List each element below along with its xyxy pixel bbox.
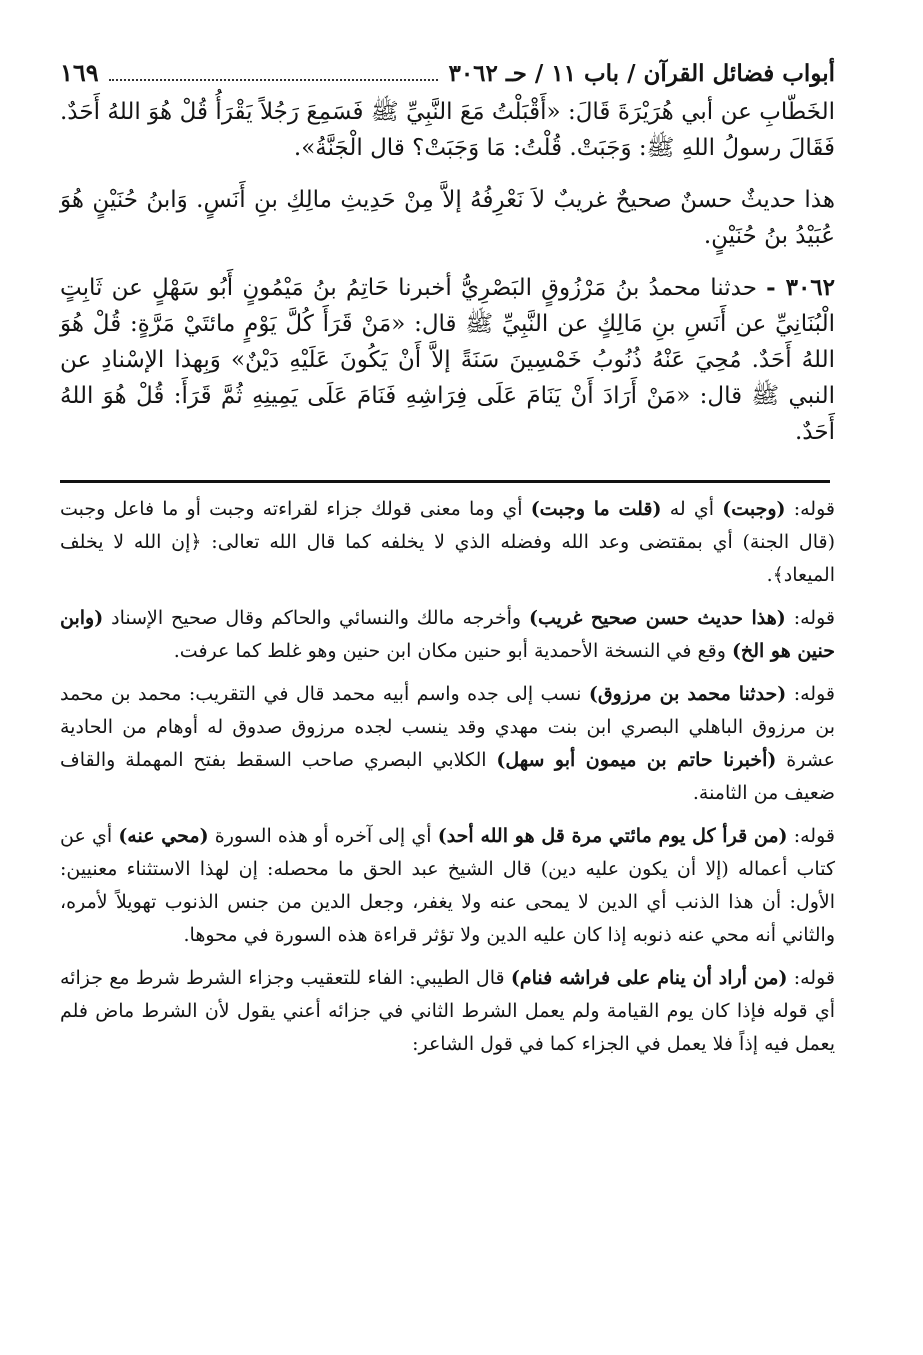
commentary-paragraph: [60, 820, 835, 952]
commentary-paragraph: [60, 602, 835, 668]
footnote-divider: [60, 480, 830, 483]
note-text: الكلابي البصري صاحب السقط بفتح المهملة والقاف ضعيف من الثامنة.: [60, 749, 835, 804]
main-paragraph: [60, 94, 835, 166]
note-text: أي وما معنى قولك جزاء لقراءته وجبت أو ما فاعل وجبت (قال الجنة) أي بمقتضى وعد الله وفضله الذي لا يخلفه كما قال الله تعالى: ﴿إن الله لا يخلف الميعاد﴾.: [60, 498, 835, 586]
note-text: أي عن كتاب أعماله (إلا أن يكون عليه دين) قال الشيخ عبد الحق ما محصله: إن لهذا الاستثناء معنيين: الأول: أن هذا الذنب أي الدين لا يمحى عنه ولا يغفر، وجعل الدين من جنس الذنوب تهويلاً لأمره، والثاني أنه محي عنه ذنوبه إذا كان عليه الدين ولا تؤثر قراءة هذه السورة في محوها.: [60, 825, 835, 946]
hadith-continuation: الخَطّابِ عن أبي هُرَيْرَةَ قَالَ: «أَقْبَلْتُ مَعَ النَّبِيِّ ﷺ فَسَمِعَ رَجُلاً يَقْرَأُ قُلْ هُوَ اللهُ أَحَدٌ. فَقَالَ رسولُ اللهِ ﷺ: وَجَبَتْ. قُلْتُ: مَا وَجَبَتْ؟ قال الْجَنَّةُ».: [60, 99, 835, 161]
note-quote: (أخبرنا حاتم بن ميمون أبو سهل): [496, 749, 777, 771]
main-paragraph: [60, 270, 835, 450]
running-header: [60, 58, 835, 94]
note-quote: (وجبت): [722, 498, 786, 520]
hadith-text: حدثنا محمدُ بنُ مَرْزُوقٍ البَصْرِيُّ أخبرنا حَاتِمُ بنُ مَيْمُونٍ أَبُو سَهْلٍ عن ثَابِتٍ الْبُنَانِيِّ عن أَنَسِ بنِ مَالِكٍ عن النَّبِيِّ ﷺ قال: «مَنْ قَرَأَ كُلَّ يَوْمٍ مائتَيْ مَرَّةٍ: قُلْ هُوَ اللهُ أَحَدٌ. مُحِيَ عَنْهُ ذُنُوبُ خَمْسِينَ سَنَةً إلاَّ أَنْ يَكُونَ عَلَيْهِ دَيْنٌ» وَبِهذا الإسْنادِ عن النبي ﷺ قال: «مَنْ أَرَادَ أَنْ يَنَامَ عَلَى فِرَاشِهِ فَنَامَ عَلَى يَمِينِهِ ثُمَّ قَرَأَ: قُلْ هُوَ اللهُ أَحَدٌ.: [60, 275, 835, 445]
page-number: ١٦٩: [60, 58, 99, 87]
note-text: أي له: [661, 498, 723, 520]
note-lead: قوله:: [785, 498, 835, 520]
note-quote: (وابن حنين هو الخ): [60, 607, 835, 662]
note-text: وأخرجه مالك والنسائي والحاكم وقال صحيح الإسناد: [103, 607, 529, 629]
note-quote: (قلت ما وجبت): [530, 498, 662, 520]
note-lead: قوله:: [787, 967, 835, 989]
commentary-paragraph: [60, 962, 835, 1061]
tirmidhi-comment: هذا حديثٌ حسنٌ صحيحٌ غريبٌ لاَ نَعْرِفُهُ إلاَّ مِنْ حَدِيثِ مالِكِ بنِ أَنَسٍ. وَابنُ حُنَيْنٍ هُوَ عُبَيْدُ بنُ حُنَيْنٍ.: [60, 187, 835, 249]
note-quote: (من أراد أن ينام على فراشه فنام): [510, 967, 788, 989]
note-text: قال الطيبي: الفاء للتعقيب وجزاء الشرط شرط مع جزائه أي قوله فإذا كان يوم القيامة ولم يعمل الشرط الثاني في جزائه أعني يقول لأن الشرط ماض فلم يعمل فيه إذاً فلا يعمل في الجزاء كما في قول الشاعر:: [60, 967, 835, 1055]
note-lead: قوله:: [786, 683, 835, 705]
note-quote: (حدثنا محمد بن مرزوق): [588, 683, 787, 705]
main-paragraph: [60, 182, 835, 254]
dotted-leader: [109, 63, 439, 81]
hadith-number: ٣٠٦٢ -: [766, 274, 836, 301]
commentary-paragraph: [60, 678, 835, 810]
book-page: [60, 58, 835, 1318]
commentary: [60, 493, 835, 1061]
note-quote: (محي عنه): [118, 825, 209, 847]
note-text: وقع في النسخة الأحمدية أبو حنين مكان ابن حنين وهو غلط كما عرفت.: [173, 640, 732, 662]
note-quote: (هذا حديث حسن صحيح غريب): [529, 607, 786, 629]
note-lead: قوله:: [787, 825, 835, 847]
note-text: أي إلى آخره أو هذه السورة: [208, 825, 438, 847]
header-title: أبواب فضائل القرآن / باب ١١ / حـ ٣٠٦٢: [448, 60, 835, 87]
main-text: [60, 94, 835, 450]
commentary-paragraph: [60, 493, 835, 592]
note-quote: (من قرأ كل يوم مائتي مرة قل هو الله أحد): [437, 825, 788, 847]
note-lead: قوله:: [785, 607, 835, 629]
note-text: نسب إلى جده واسم أبيه محمد قال في التقريب: محمد بن محمد بن مرزوق الباهلي البصري ابن بنت مهدي وقد ينسب لجده مرزوق صدوق له أوهام من الحادية عشرة: [60, 683, 836, 771]
